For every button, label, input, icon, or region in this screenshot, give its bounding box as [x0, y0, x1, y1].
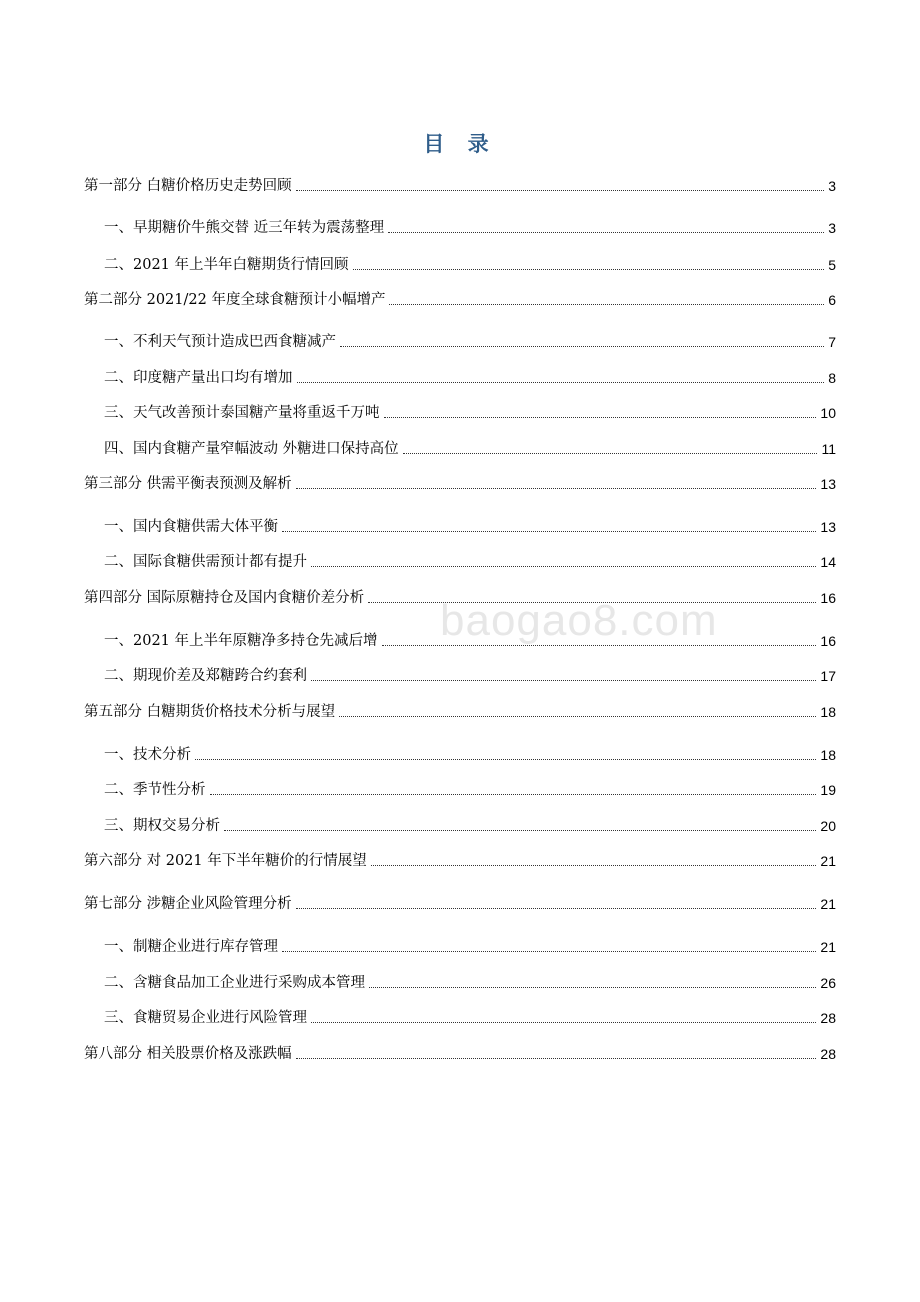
toc-dot-leader — [340, 346, 824, 347]
toc-page-number: 18 — [820, 747, 836, 763]
toc-dot-leader — [403, 453, 818, 454]
toc-dot-leader — [369, 987, 816, 988]
toc-entry-part-2[interactable] — [84, 288, 836, 310]
toc-page-number: 8 — [828, 370, 836, 386]
toc-entry-part-3-section-2[interactable] — [104, 550, 836, 572]
toc-entry-text: 第七部分 涉糖企业风险管理分析 — [84, 896, 292, 912]
toc-page-number: 11 — [821, 441, 836, 457]
page-title: 目 录 — [423, 132, 497, 156]
toc-entry-text: 二、国际食糖供需预计都有提升 — [104, 554, 307, 570]
toc-page-number: 17 — [820, 668, 836, 684]
toc-entry-part-4-section-1[interactable] — [104, 629, 836, 651]
toc-page-number: 14 — [820, 554, 836, 570]
toc-dot-leader — [311, 1022, 816, 1023]
toc-entry-part-3-section-1[interactable] — [104, 515, 836, 537]
toc-page-number: 16 — [820, 590, 836, 606]
toc-dot-leader — [210, 794, 817, 795]
toc-entry-part-3[interactable] — [84, 472, 836, 494]
toc-entry-part-6[interactable] — [84, 849, 836, 871]
toc-entry-part-1[interactable] — [84, 174, 836, 196]
toc-dot-leader — [282, 951, 816, 952]
toc-page-number: 21 — [820, 853, 836, 869]
toc-entry-text: 一、制糖企业进行库存管理 — [104, 939, 278, 955]
toc-entry-text: 一、技术分析 — [104, 747, 191, 763]
toc-entry-text: 第一部分 白糖价格历史走势回顾 — [84, 178, 292, 194]
toc-page-number: 26 — [820, 975, 836, 991]
toc-dot-leader — [382, 645, 817, 646]
toc-page-number: 21 — [820, 939, 836, 955]
toc-entry-part-5-section-1[interactable] — [104, 743, 836, 765]
toc-page-number: 5 — [828, 257, 836, 273]
toc-entry-part-2-section-1[interactable] — [104, 330, 836, 352]
toc-dot-leader — [371, 865, 817, 866]
toc-dot-leader — [297, 382, 825, 383]
toc-entry-text: 一、国内食糖供需大体平衡 — [104, 519, 278, 535]
toc-page-number: 7 — [828, 334, 836, 350]
toc-dot-leader — [311, 680, 816, 681]
toc-entry-part-5[interactable] — [84, 700, 836, 722]
toc-page-number: 13 — [820, 519, 836, 535]
toc-entry-text: 三、天气改善预计泰国糖产量将重返千万吨 — [104, 405, 380, 421]
toc-dot-leader — [353, 269, 825, 270]
toc-entry-text: 第六部分 对 2021 年下半年糖价的行情展望 — [84, 853, 367, 869]
toc-entry-text: 二、季节性分析 — [104, 782, 206, 798]
toc-page-number: 6 — [828, 292, 836, 308]
toc-dot-leader — [282, 531, 816, 532]
toc-dot-leader — [388, 232, 824, 233]
toc-entry-part-7-section-2[interactable] — [104, 971, 836, 993]
toc-page-number: 3 — [828, 178, 836, 194]
toc-page-number: 10 — [820, 405, 836, 421]
toc-entry-part-2-section-3[interactable] — [104, 401, 836, 423]
toc-entry-text: 第二部分 2021/22 年度全球食糖预计小幅增产 — [84, 292, 386, 308]
toc-dot-leader — [389, 304, 824, 305]
toc-dot-leader — [296, 488, 817, 489]
toc-dot-leader — [296, 1058, 817, 1059]
toc-page-number: 28 — [820, 1046, 836, 1062]
toc-dot-leader — [224, 830, 816, 831]
toc-entry-text: 二、期现价差及郑糖跨合约套利 — [104, 668, 307, 684]
toc-entry-text: 三、期权交易分析 — [104, 818, 220, 834]
toc-entry-text: 一、不利天气预计造成巴西食糖减产 — [104, 334, 336, 350]
toc-dot-leader — [339, 716, 816, 717]
toc-entry-text: 第三部分 供需平衡表预测及解析 — [84, 476, 292, 492]
toc-dot-leader — [384, 417, 817, 418]
toc-dot-leader — [296, 908, 817, 909]
toc-entry-part-7[interactable] — [84, 892, 836, 914]
toc-dot-leader — [195, 759, 816, 760]
toc-page-number: 3 — [828, 220, 836, 236]
toc-entry-text: 第八部分 相关股票价格及涨跌幅 — [84, 1046, 292, 1062]
watermark: baogao8.com — [440, 596, 718, 645]
toc-dot-leader — [311, 566, 816, 567]
toc-entry-text: 二、含糖食品加工企业进行采购成本管理 — [104, 975, 365, 991]
toc-entry-part-5-section-3[interactable] — [104, 814, 836, 836]
toc-entry-part-2-section-4[interactable] — [104, 437, 836, 459]
toc-page-number: 13 — [820, 476, 836, 492]
toc-entry-part-1-section-1[interactable] — [104, 216, 836, 238]
toc-entry-text: 四、国内食糖产量窄幅波动 外糖进口保持高位 — [104, 441, 399, 457]
toc-entry-part-8[interactable] — [84, 1042, 836, 1064]
toc-entry-part-7-section-1[interactable] — [104, 935, 836, 957]
toc-entry-part-4-section-2[interactable] — [104, 664, 836, 686]
toc-entry-text: 第四部分 国际原糖持仓及国内食糖价差分析 — [84, 590, 365, 606]
toc-entry-part-4[interactable] — [84, 586, 836, 608]
toc-dot-leader — [368, 602, 816, 603]
toc-page-number: 18 — [820, 704, 836, 720]
toc-dot-leader — [296, 190, 825, 191]
toc-entry-text: 一、2021 年上半年原糖净多持仓先减后增 — [104, 633, 378, 649]
toc-entry-text: 三、食糖贸易企业进行风险管理 — [104, 1010, 307, 1026]
toc-page-number: 19 — [820, 782, 836, 798]
toc-page-number: 28 — [820, 1010, 836, 1026]
toc-entry-part-2-section-2[interactable] — [104, 366, 836, 388]
toc-entry-text: 二、印度糖产量出口均有增加 — [104, 370, 293, 386]
toc-entry-text: 一、早期糖价牛熊交替 近三年转为震荡整理 — [104, 220, 385, 236]
toc-entry-part-7-section-3[interactable] — [104, 1006, 836, 1028]
toc-page-number: 16 — [820, 633, 836, 649]
toc-entry-part-5-section-2[interactable] — [104, 778, 836, 800]
toc-entry-text: 第五部分 白糖期货价格技术分析与展望 — [84, 704, 336, 720]
toc-page-number: 20 — [820, 818, 836, 834]
toc-page-number: 21 — [820, 896, 836, 912]
toc-entry-part-1-section-2[interactable] — [104, 253, 836, 275]
toc-entry-text: 二、2021 年上半年白糖期货行情回顾 — [104, 257, 349, 273]
